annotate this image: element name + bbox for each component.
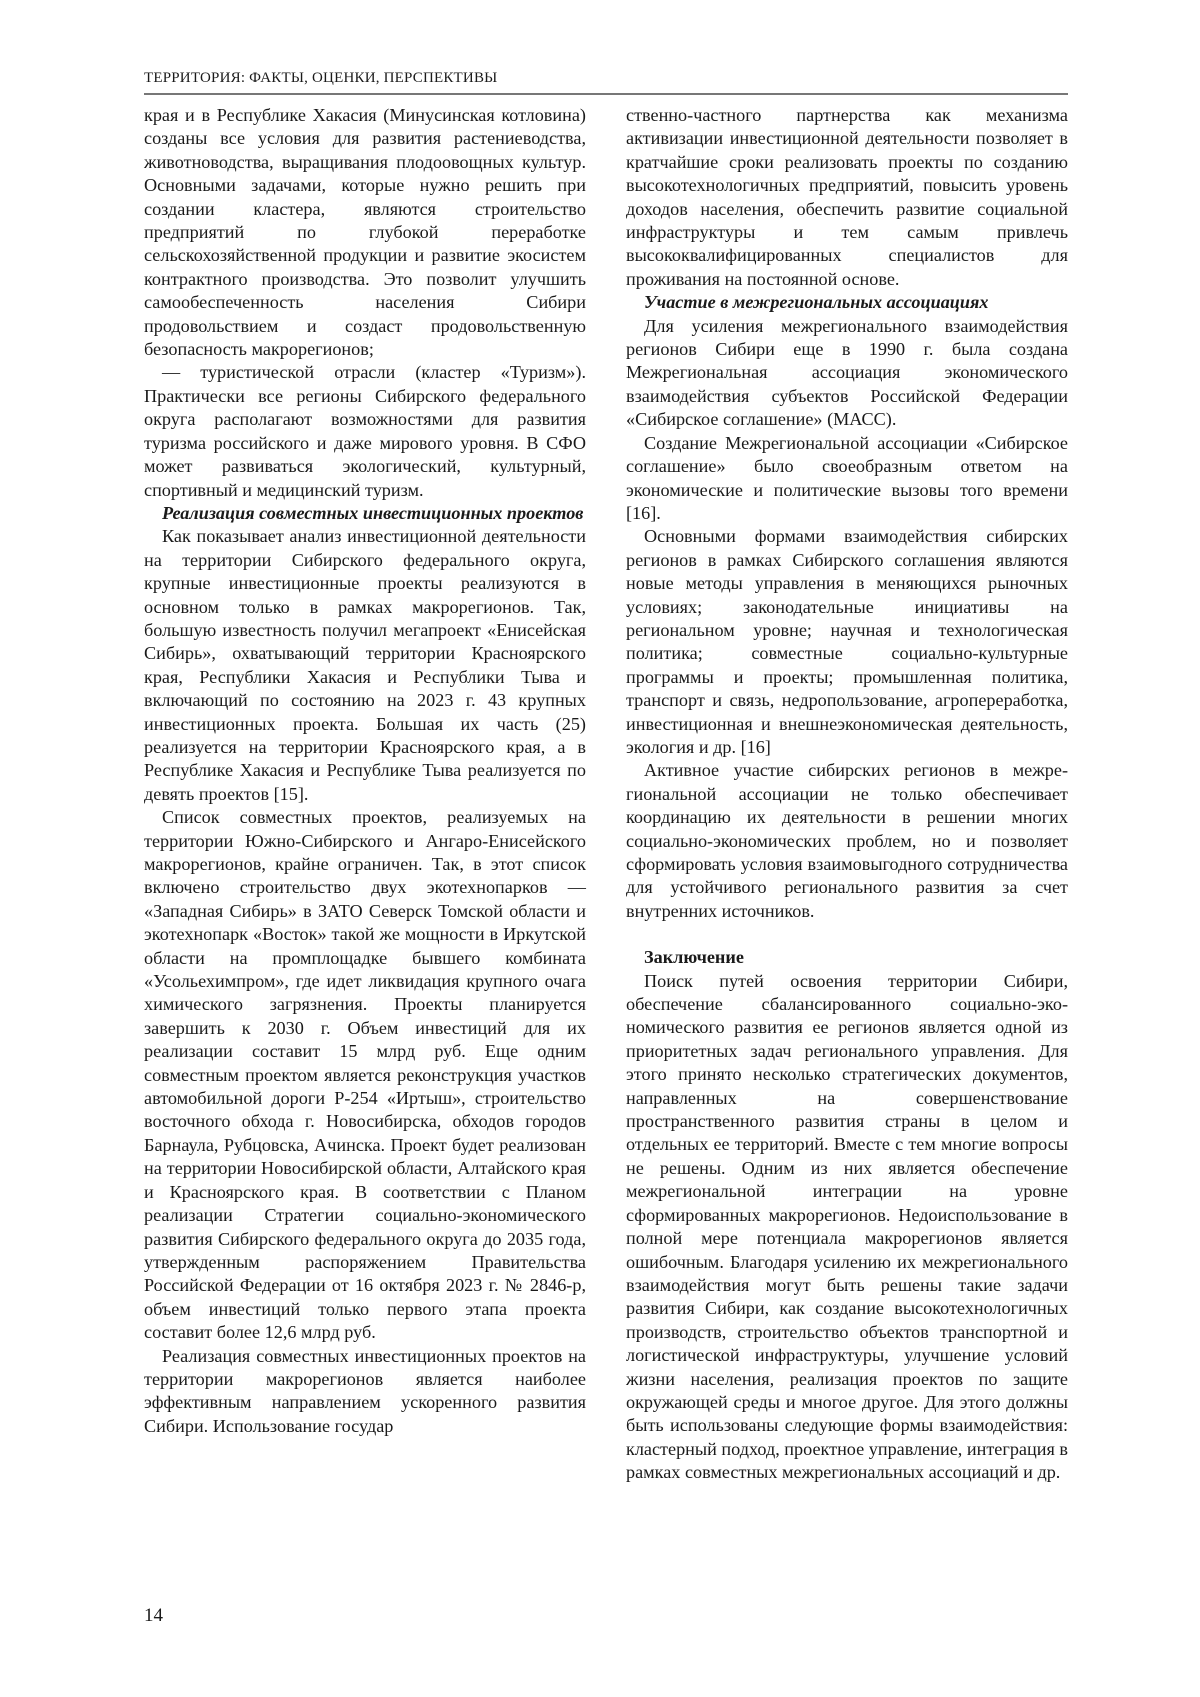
subheading-associations: Участие в межрегиональных ассоциациях [644,292,989,313]
left-paragraph-3: Как показывает анализ инвестиционной деятельности на территории Сибирского федерального округа, крупные инвестиционные проекты реализуются в основном только в рамках макрорегионов. Так, большую известность получил мегапроект «Енисейская Сибирь», охватывающий территории Красноярского края, Республики Хакасия и Республики Тыва и включающий по состоянию на 2023 г. 43 крупных инвестиционных проекта. Большая их часть (25) реализуется на территории Красноярского края, а в Республике Хакасия и Республике Тыва реализуется по девять проектов [15]. [144,526,586,804]
right-paragraph-4: Основными формами взаимодействия сибирских регионов в рамках Сибирского соглашения являются новые методы управления в меняющихся рыночных условиях; законодательные инициативы на региональном уровне; научная и технологическая политика; совместные социально-культурные программы и проекты; промышленная политика, транспорт и связь, недропользование, агропереработка, инвестиционная и внешнеэкономическая деятельность, экология и др. [16] [626,526,1068,757]
right-paragraph-3: Создание Межрегиональной ассоциации «Сибирское соглашение» было своеобразным ответом на экономические и политические вызовы того времени [16]. [626,432,1068,523]
section-gap [626,923,1068,946]
right-paragraph-6: Поиск путей освоения территории Сибири, обеспечение сбалансированного социально-экономического развития ее регионов является одной из приоритетных задач регионального управления. Для этого принято несколько стратегических документов, направленных на совершенствование пространственного развития страны в целом и отдельных ее территорий. Вместе с тем многие вопросы не решены. Одним из них является обеспечение межрегиональной интеграции на уровне сформированных макрорегионов. Недоиспользование в полной мере потенциала макрорегионов является ошибочным. Благодаря усилению их межрегионального взаимодействия могут быть решены такие задачи развития Сибири, как создание высокотехнологичных производств, строительство объектов транспортной и логистической инфраструктуры, улучшение условий жизни населения, реализация проектов по защите окружающей среды и многое другое. Для этого должны быть использованы следующие формы взаимодействия: кластерный подход, проектное управление, интеграция в рамках совместных межрегиональных ассоциаций и др. [626,970,1068,1483]
subheading-joint-projects: Реализация совместных инвестиционных проектов [162,502,584,523]
left-column [144,104,586,1438]
right-paragraph-5: Активное участие сибирских регионов в межрегиональной ассоциации не только обеспечивает координацию их деятельности в решении многих социально-экономических проблем, но и позволяет сформировать условия взаимовыгодного сотрудничества для устойчивого регионального развития за счет внутренних источников. [626,760,1068,921]
header-rule [144,93,1068,95]
left-paragraph-2: — туристической отрасли (кластер «Туризм»). Практически все регионы Сибирского федерального округа располагают возможностями для развития туризма российского и даже мирового уровня. В СФО может развиваться экологический, культурный, спортивный и медицинский туризм. [144,362,586,500]
left-paragraph-4: Список совместных проектов, реализуемых на территории Южно-Сибирского и Ангаро-Енисейского макрорегионов, крайне ограничен. Так, в этот список включено строительство двух экотехнопарков — «Западная Сибирь» в ЗАТО Северск Томской области и экотехнопарк «Восток» такой же мощности в Иркутской области на промплощадке бывшего комбината «Усольехимпром», где идет ликвидация крупного очага химического загрязнения. Проекты планируется завершить к 2030 г. Объем инвестиций для их реализации составит 15 млрд руб. Еще одним совместным проектом является реконструкция участков автомобильной дороги Р-254 «Иртыш», строительство восточного обхода г. Новосибирска, обходов городов Барнаула, Рубцовска, Ачинска. Проект будет реализован на территории Новосибирской области, Алтайского края и Красноярского края. В соответствии с Планом реализации Стратегии социально-экономического развития Сибирского федерального округа до 2035 года, утвержденным распоряжением Правительства Российской Федерации от 16 октября 2023 г. № 2846-р, объем инвестиций только первого этапа проекта составит более 12,6 млрд руб. [144,807,586,1343]
right-paragraph-1: ственно-частного партнерства как механизма активизации инвестиционной деятельности позволяет в кратчайшие сроки реализовать проекты по созданию высокотехнологичных предприятий, повысить уровень доходов населения, обеспечить развитие социальной инфраструктуры и тем самым привлечь высококвалифицированных специалистов для проживания на постоянной основе. [626,105,1068,289]
page-number: 14 [144,1605,163,1626]
left-paragraph-5: Реализация совместных инвестиционных проектов на территории макрорегионов является наиболее эффективным направлением ускоренного развития Сибири. Использование государ [144,1345,586,1436]
left-paragraph-1: края и в Республике Хакасия (Минусинская котловина) созданы все условия для развития растениеводства, животноводства, выращивания плодоовощных культур. Основными задачами, которые нужно решить при создании кластера, являются строительство предприятий по глубокой переработке сельскохозяйственной продукции и развитие экосистем контрактного производства. Это позволит улучшить самообеспеченность населения Сибири продовольствием и создаст продовольственную безопасность макрорегионов; [144,105,586,360]
running-header: ТЕРРИТОРИЯ: ФАКТЫ, ОЦЕНКИ, ПЕРСПЕКТИВЫ [144,70,498,86]
right-paragraph-2: Для усиления межрегионального взаимодействия регионов Сибири еще в 1990 г. была создана Межрегиональная ассоциация экономического взаимодействия субъектов Российской Федерации «Сибирское соглашение» (МАСС). [626,315,1068,430]
section-title-conclusion: Заключение [644,947,744,968]
right-column [626,104,1068,1485]
